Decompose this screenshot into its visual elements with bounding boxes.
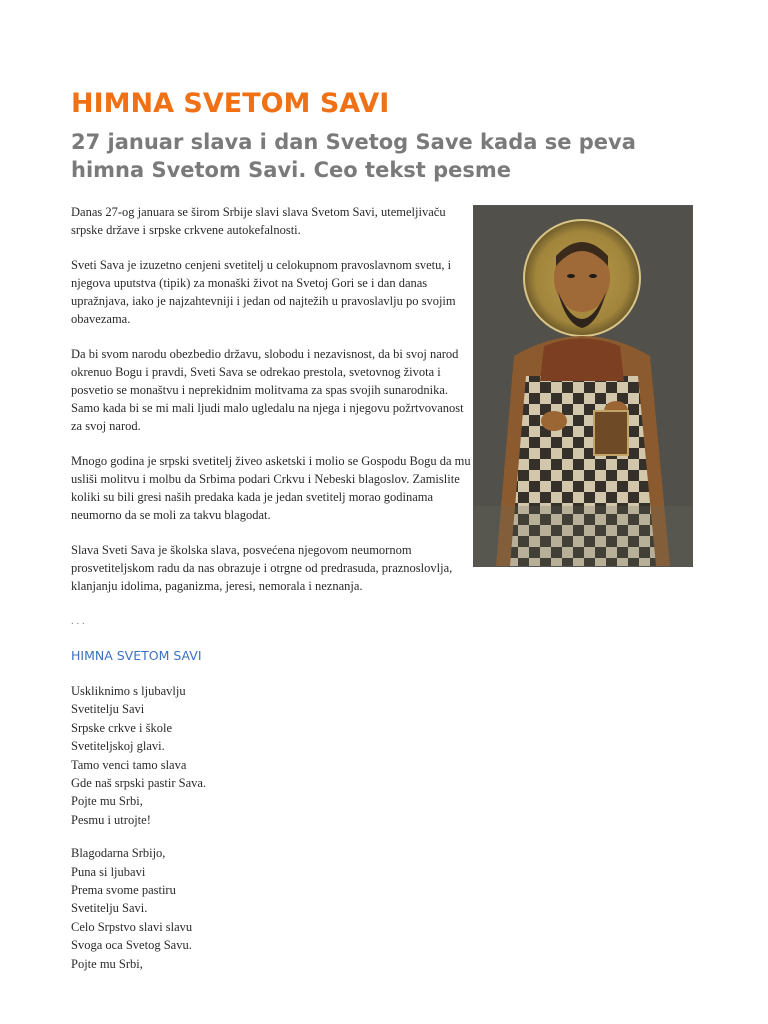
hymn-title: HIMNA SVETOM SAVI	[71, 648, 202, 663]
verse-line: Celo Srpstvo slavi slavu	[71, 919, 193, 934]
verse-line: Svoga oca Svetog Savu.	[71, 938, 192, 953]
verse-line: Tamo venci tamo slava	[71, 757, 187, 772]
hymn-stanza	[71, 682, 471, 829]
separator: . . .	[71, 615, 85, 627]
page-subtitle: 27 januar slava i dan Svetog Save kada se peva himna Svetom Savi. Ceo tekst pesme	[71, 130, 636, 182]
page-title: HIMNA SVETOM SAVI	[71, 88, 390, 119]
verse-line: Svetitelju Savi.	[71, 901, 148, 916]
paragraph: Danas 27-og januara se širom Srbije slavi slava Svetom Savi, utemeljivaču srpske države i srpske crkvene autokefalnosti.	[71, 205, 446, 237]
verse-line: Gde naš srpski pastir Sava.	[71, 776, 207, 791]
verse-line: Pesmu i utrojte!	[71, 812, 151, 827]
paragraph: Da bi svom narodu obezbedio državu, slobodu i nezavisnost, da bi svoj narod okrenuo Bogu i pravdi, Sveti Sava se odrekao prestola, svetovnog života i posvetio se monaštvu i neprekidnim molitvama za spas svojih sunarodnika. Samo kada bi se mi mali ljudi malo ugledalu na njega i njegovu požrtvovanost za svoj narod.	[71, 347, 464, 433]
verse-line: Svetitelju Savi	[71, 702, 145, 717]
verse-line: Uskliknimo s ljubavlju	[71, 684, 186, 698]
verse-line: Pojte mu Srbi,	[71, 794, 143, 809]
verse-line: Prema svome pastiru	[71, 883, 176, 898]
verse-line: Svetiteljskoj glavi.	[71, 739, 165, 754]
hymn-stanza	[71, 844, 471, 973]
verse-line: Blagodarna Srbijo,	[71, 846, 166, 861]
fresco-illustration	[474, 206, 692, 566]
paragraph: Slava Sveti Sava je školska slava, posvećena njegovom neumornom prosvetiteljskom radu da nas obrazuje i otrgne od predrasuda, praznoslovlja, klanjanju idolima, paganizma, jeresi, nemorala i neznanja.	[71, 543, 453, 593]
verse-line: Srpske crkve i škole	[71, 720, 173, 735]
article-body	[71, 203, 471, 988]
verse-line: Puna si ljubavi	[71, 864, 146, 879]
verse-line: Pojte mu Srbi,	[71, 956, 143, 971]
paragraph: Mnogo godina je srpski svetitelj živeo asketski i molio se Gospodu Bogu da mu usliši molitvu i molbu da Srbima podari Crkvu i Nebeski blagoslov. Zamislite koliki su bili gresi naših predaka kada je jedan svetitelj morao godinama neumorno da se moli za takvu blagodat.	[71, 454, 471, 522]
saint-sava-fresco-image	[473, 205, 693, 567]
paragraph: Sveti Sava je izuzetno cenjeni svetitelj u celokupnom pravoslavnom svetu, i njegova uputstva (tipik) za monaški život na Svetoj Gori se i dan danas upražnjava, iako je najzahtevniji i jedan od najtežih u pravoslavlju po svojim obavezama.	[71, 258, 456, 326]
